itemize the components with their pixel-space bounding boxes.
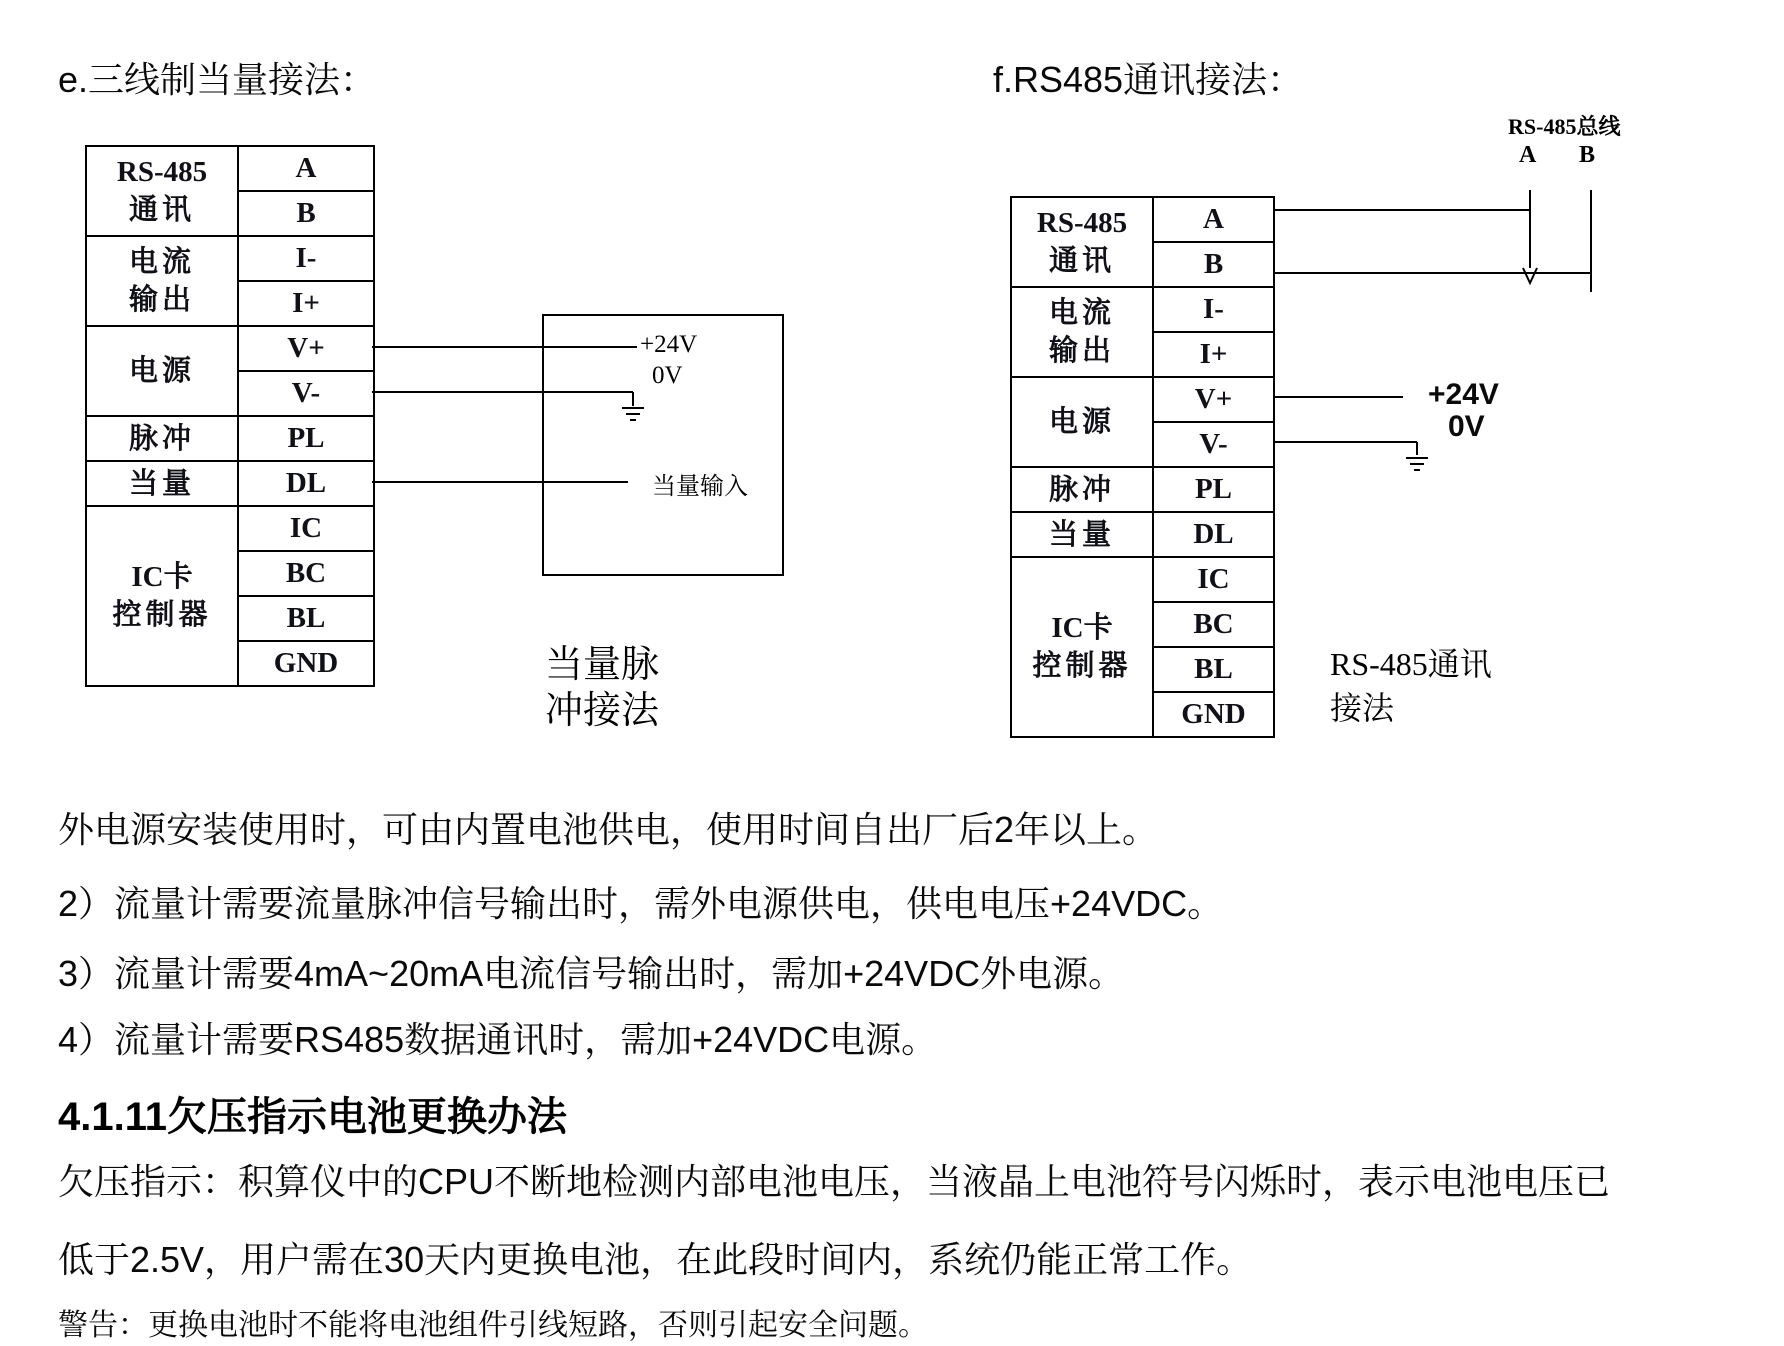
paragraph: 4）流量计需要RS485数据通讯时，需加+24VDC电源。 bbox=[58, 1019, 938, 1060]
arrow-down-icon bbox=[1523, 268, 1537, 283]
right-diagram-caption bbox=[1330, 642, 1492, 730]
terminal-cell: I- bbox=[238, 236, 374, 281]
section-e-title: e.三线制当量接法： bbox=[58, 59, 377, 100]
terminal-cell: IC bbox=[1153, 557, 1274, 602]
group-label: 通讯 bbox=[128, 194, 195, 226]
paragraph: 3）流量计需要4mA~20mA电流信号输出时，需加+24VDC外电源。 bbox=[58, 953, 1125, 994]
group-cell-equivalent bbox=[1011, 512, 1153, 557]
terminal-cell: I- bbox=[1153, 287, 1274, 332]
ground-icon bbox=[622, 408, 644, 420]
group-cell-current-output bbox=[86, 236, 238, 326]
terminal-cell: BC bbox=[238, 551, 374, 596]
group-cell-pulse bbox=[86, 416, 238, 461]
warning-text: 警告：更换电池时不能将电池组件引线短路，否则引起安全问题。 bbox=[58, 1309, 928, 1342]
vplus-label-right: +24V bbox=[1428, 378, 1499, 411]
caption-line: RS-485通讯 bbox=[1330, 646, 1492, 682]
table-row bbox=[86, 326, 374, 371]
group-cell-equivalent bbox=[86, 461, 238, 506]
group-label: 输出 bbox=[128, 284, 195, 316]
paragraph: 外电源安装使用时，可由内置电池供电，使用时间自出厂后2年以上。 bbox=[58, 809, 1159, 850]
table-row bbox=[86, 146, 374, 191]
group-label: 电流 bbox=[1048, 297, 1115, 329]
caption-line: 接法 bbox=[1330, 690, 1395, 726]
terminal-cell: V- bbox=[1153, 422, 1274, 467]
group-label: 电源 bbox=[1048, 406, 1115, 438]
table-row bbox=[1011, 557, 1274, 602]
group-label: IC卡 bbox=[131, 561, 193, 593]
left-terminal-table bbox=[85, 145, 375, 687]
table-row bbox=[1011, 512, 1274, 557]
terminal-cell: GND bbox=[1153, 692, 1274, 737]
terminal-cell: PL bbox=[238, 416, 374, 461]
terminal-cell: IC bbox=[238, 506, 374, 551]
equivalent-input-label: 当量输入 bbox=[652, 474, 748, 500]
group-cell-current-output bbox=[1011, 287, 1153, 377]
group-cell-rs485 bbox=[1011, 197, 1153, 287]
group-label: RS-485 bbox=[1036, 207, 1128, 239]
table-row bbox=[86, 461, 374, 506]
paragraph: 2）流量计需要流量脉冲信号输出时，需外电源供电，供电电压+24VDC。 bbox=[58, 883, 1224, 924]
group-label: 电源 bbox=[128, 355, 195, 387]
terminal-cell: I+ bbox=[1153, 332, 1274, 377]
group-cell-ic-card bbox=[1011, 557, 1153, 737]
table-row bbox=[86, 416, 374, 461]
table-row bbox=[1011, 377, 1274, 422]
table-row bbox=[1011, 287, 1274, 332]
terminal-cell: V+ bbox=[238, 326, 374, 371]
bus-a-label: A bbox=[1519, 142, 1537, 168]
terminal-cell: A bbox=[1153, 197, 1274, 242]
rs485-bus-label: RS-485总线 bbox=[1508, 114, 1621, 139]
section-heading: 4.1.11欠压指示电池更换办法 bbox=[58, 1095, 568, 1139]
zero-volt-label-left: 0V bbox=[652, 362, 683, 389]
table-row bbox=[86, 236, 374, 281]
terminal-cell: BC bbox=[1153, 602, 1274, 647]
terminal-cell: A bbox=[238, 146, 374, 191]
group-label: 脉冲 bbox=[128, 422, 195, 455]
terminal-cell: DL bbox=[1153, 512, 1274, 557]
paragraph: 欠压指示：积算仪中的CPU不断地检测内部电池电压，当液晶上电池符号闪烁时，表示电池电压已 bbox=[58, 1161, 1611, 1202]
section-f-title: f.RS485通讯接法： bbox=[993, 59, 1304, 100]
caption-line: 当量脉 bbox=[545, 644, 660, 686]
terminal-cell: B bbox=[1153, 242, 1274, 287]
terminal-cell: V+ bbox=[1153, 377, 1274, 422]
group-label: 控制器 bbox=[1032, 650, 1132, 682]
group-label: 控制器 bbox=[112, 599, 212, 631]
bus-b-label: B bbox=[1579, 142, 1596, 168]
group-cell-rs485 bbox=[86, 146, 238, 236]
left-diagram-caption bbox=[545, 642, 659, 734]
group-label: 通讯 bbox=[1048, 245, 1115, 277]
group-label: 当量 bbox=[128, 467, 195, 500]
table-row bbox=[86, 506, 374, 551]
group-label: 输出 bbox=[1048, 335, 1115, 367]
terminal-cell: B bbox=[238, 191, 374, 236]
group-cell-pulse bbox=[1011, 467, 1153, 512]
group-label: RS-485 bbox=[116, 156, 208, 188]
group-cell-ic-card bbox=[86, 506, 238, 686]
caption-line: 冲接法 bbox=[545, 690, 660, 732]
terminal-cell: PL bbox=[1153, 467, 1274, 512]
terminal-cell: I+ bbox=[238, 281, 374, 326]
table-row bbox=[1011, 197, 1274, 242]
group-label: IC卡 bbox=[1051, 612, 1113, 644]
right-terminal-table bbox=[1010, 196, 1275, 738]
table-row bbox=[1011, 467, 1274, 512]
vplus-label-left: +24V bbox=[640, 331, 698, 358]
terminal-cell: DL bbox=[238, 461, 374, 506]
group-cell-power bbox=[1011, 377, 1153, 467]
terminal-cell: V- bbox=[238, 371, 374, 416]
group-label: 当量 bbox=[1048, 518, 1115, 551]
terminal-cell: BL bbox=[238, 596, 374, 641]
zero-volt-label-right: 0V bbox=[1448, 410, 1485, 443]
terminal-cell: GND bbox=[238, 641, 374, 686]
group-label: 电流 bbox=[128, 246, 195, 278]
ground-icon bbox=[1406, 458, 1428, 470]
group-cell-power bbox=[86, 326, 238, 416]
terminal-cell: BL bbox=[1153, 647, 1274, 692]
group-label: 脉冲 bbox=[1048, 473, 1115, 506]
paragraph: 低于2.5V，用户需在30天内更换电池，在此段时间内，系统仍能正常工作。 bbox=[58, 1239, 1253, 1280]
